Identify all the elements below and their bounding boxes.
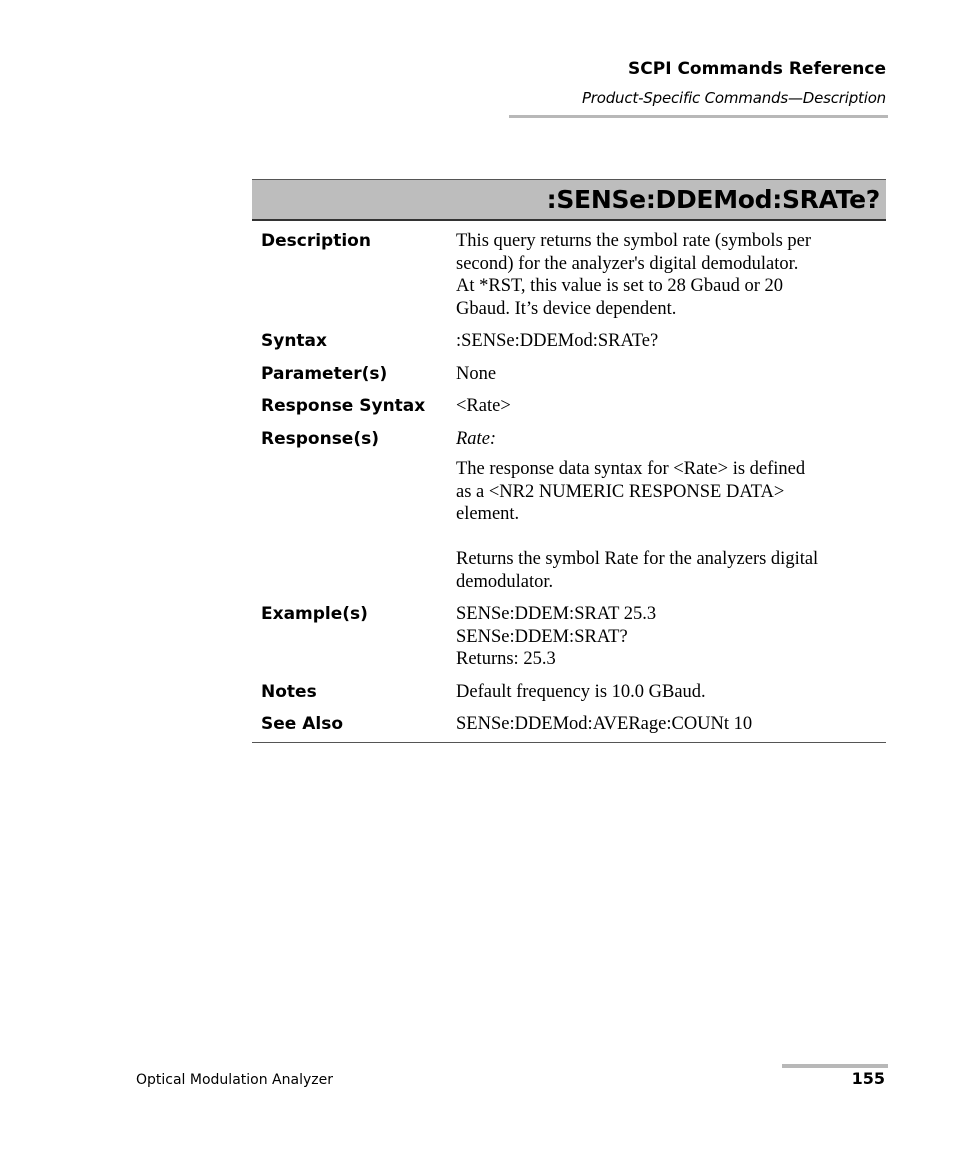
- example-line: SENSe:DDEM:SRAT 25.3: [456, 604, 657, 624]
- row-label: Response(s): [261, 428, 379, 449]
- syntax-value: :SENSe:DDEMod:SRATe?: [456, 331, 659, 351]
- row-responses: [252, 428, 886, 594]
- row-label: Notes: [261, 681, 317, 702]
- command-title-bar: [252, 179, 886, 221]
- row-label: Description: [261, 231, 371, 251]
- response-line: as a <NR2 NUMERIC RESPONSE DATA>: [456, 481, 785, 502]
- see-also-value: SENSe:DDEMod:AVERage:COUNt 10: [456, 714, 753, 734]
- description-line: This query returns the symbol rate (symbols per: [456, 231, 812, 251]
- example-line: Returns: 25.3: [456, 649, 556, 669]
- response-paragraph: [456, 548, 878, 593]
- notes-value: Default frequency is 10.0 GBaud.: [456, 681, 706, 702]
- response-syntax-value: <Rate>: [456, 396, 511, 416]
- response-line: Returns the symbol Rate for the analyzers digital: [456, 549, 819, 569]
- response-name: Rate:: [456, 428, 497, 449]
- row-label: See Also: [261, 714, 344, 734]
- response-line: element.: [456, 504, 520, 524]
- row-response-syntax: [252, 395, 886, 418]
- row-examples: [252, 603, 886, 671]
- row-label: Syntax: [261, 331, 327, 351]
- command-title: :SENSe:DDEMod:SRATe?: [546, 185, 880, 214]
- responses-value: [456, 428, 886, 594]
- response-line: The response data syntax for <Rate> is defined: [456, 459, 806, 479]
- row-see-also: [252, 713, 886, 736]
- description-line: At *RST, this value is set to 28 Gbaud or 20: [456, 276, 783, 296]
- header-rule: [509, 115, 888, 118]
- response-paragraph: [456, 458, 878, 526]
- row-label: Response Syntax: [261, 396, 426, 416]
- row-notes: [252, 681, 886, 704]
- header-title: SCPI Commands Reference: [628, 59, 886, 79]
- row-label: Example(s): [261, 604, 368, 624]
- example-line: SENSe:DDEM:SRAT?: [456, 626, 628, 647]
- row-parameters: [252, 363, 886, 386]
- response-line: demodulator.: [456, 571, 554, 592]
- footer-product: Optical Modulation Analyzer: [136, 1072, 333, 1088]
- parameters-value: None: [456, 363, 497, 384]
- page-number: 155: [851, 1069, 885, 1088]
- description-line: Gbaud. It’s device dependent.: [456, 298, 677, 319]
- description-value: [456, 230, 886, 320]
- row-label: Parameter(s): [261, 363, 388, 384]
- header-subtitle: Product-Specific Commands—Description: [581, 89, 886, 107]
- examples-value: [456, 603, 886, 671]
- page-header: [582, 58, 886, 108]
- command-table: [252, 221, 886, 743]
- description-line: second) for the analyzer's digital demodulator.: [456, 253, 799, 274]
- row-syntax: [252, 330, 886, 353]
- footer-rule: [782, 1064, 888, 1068]
- row-description: [252, 230, 886, 320]
